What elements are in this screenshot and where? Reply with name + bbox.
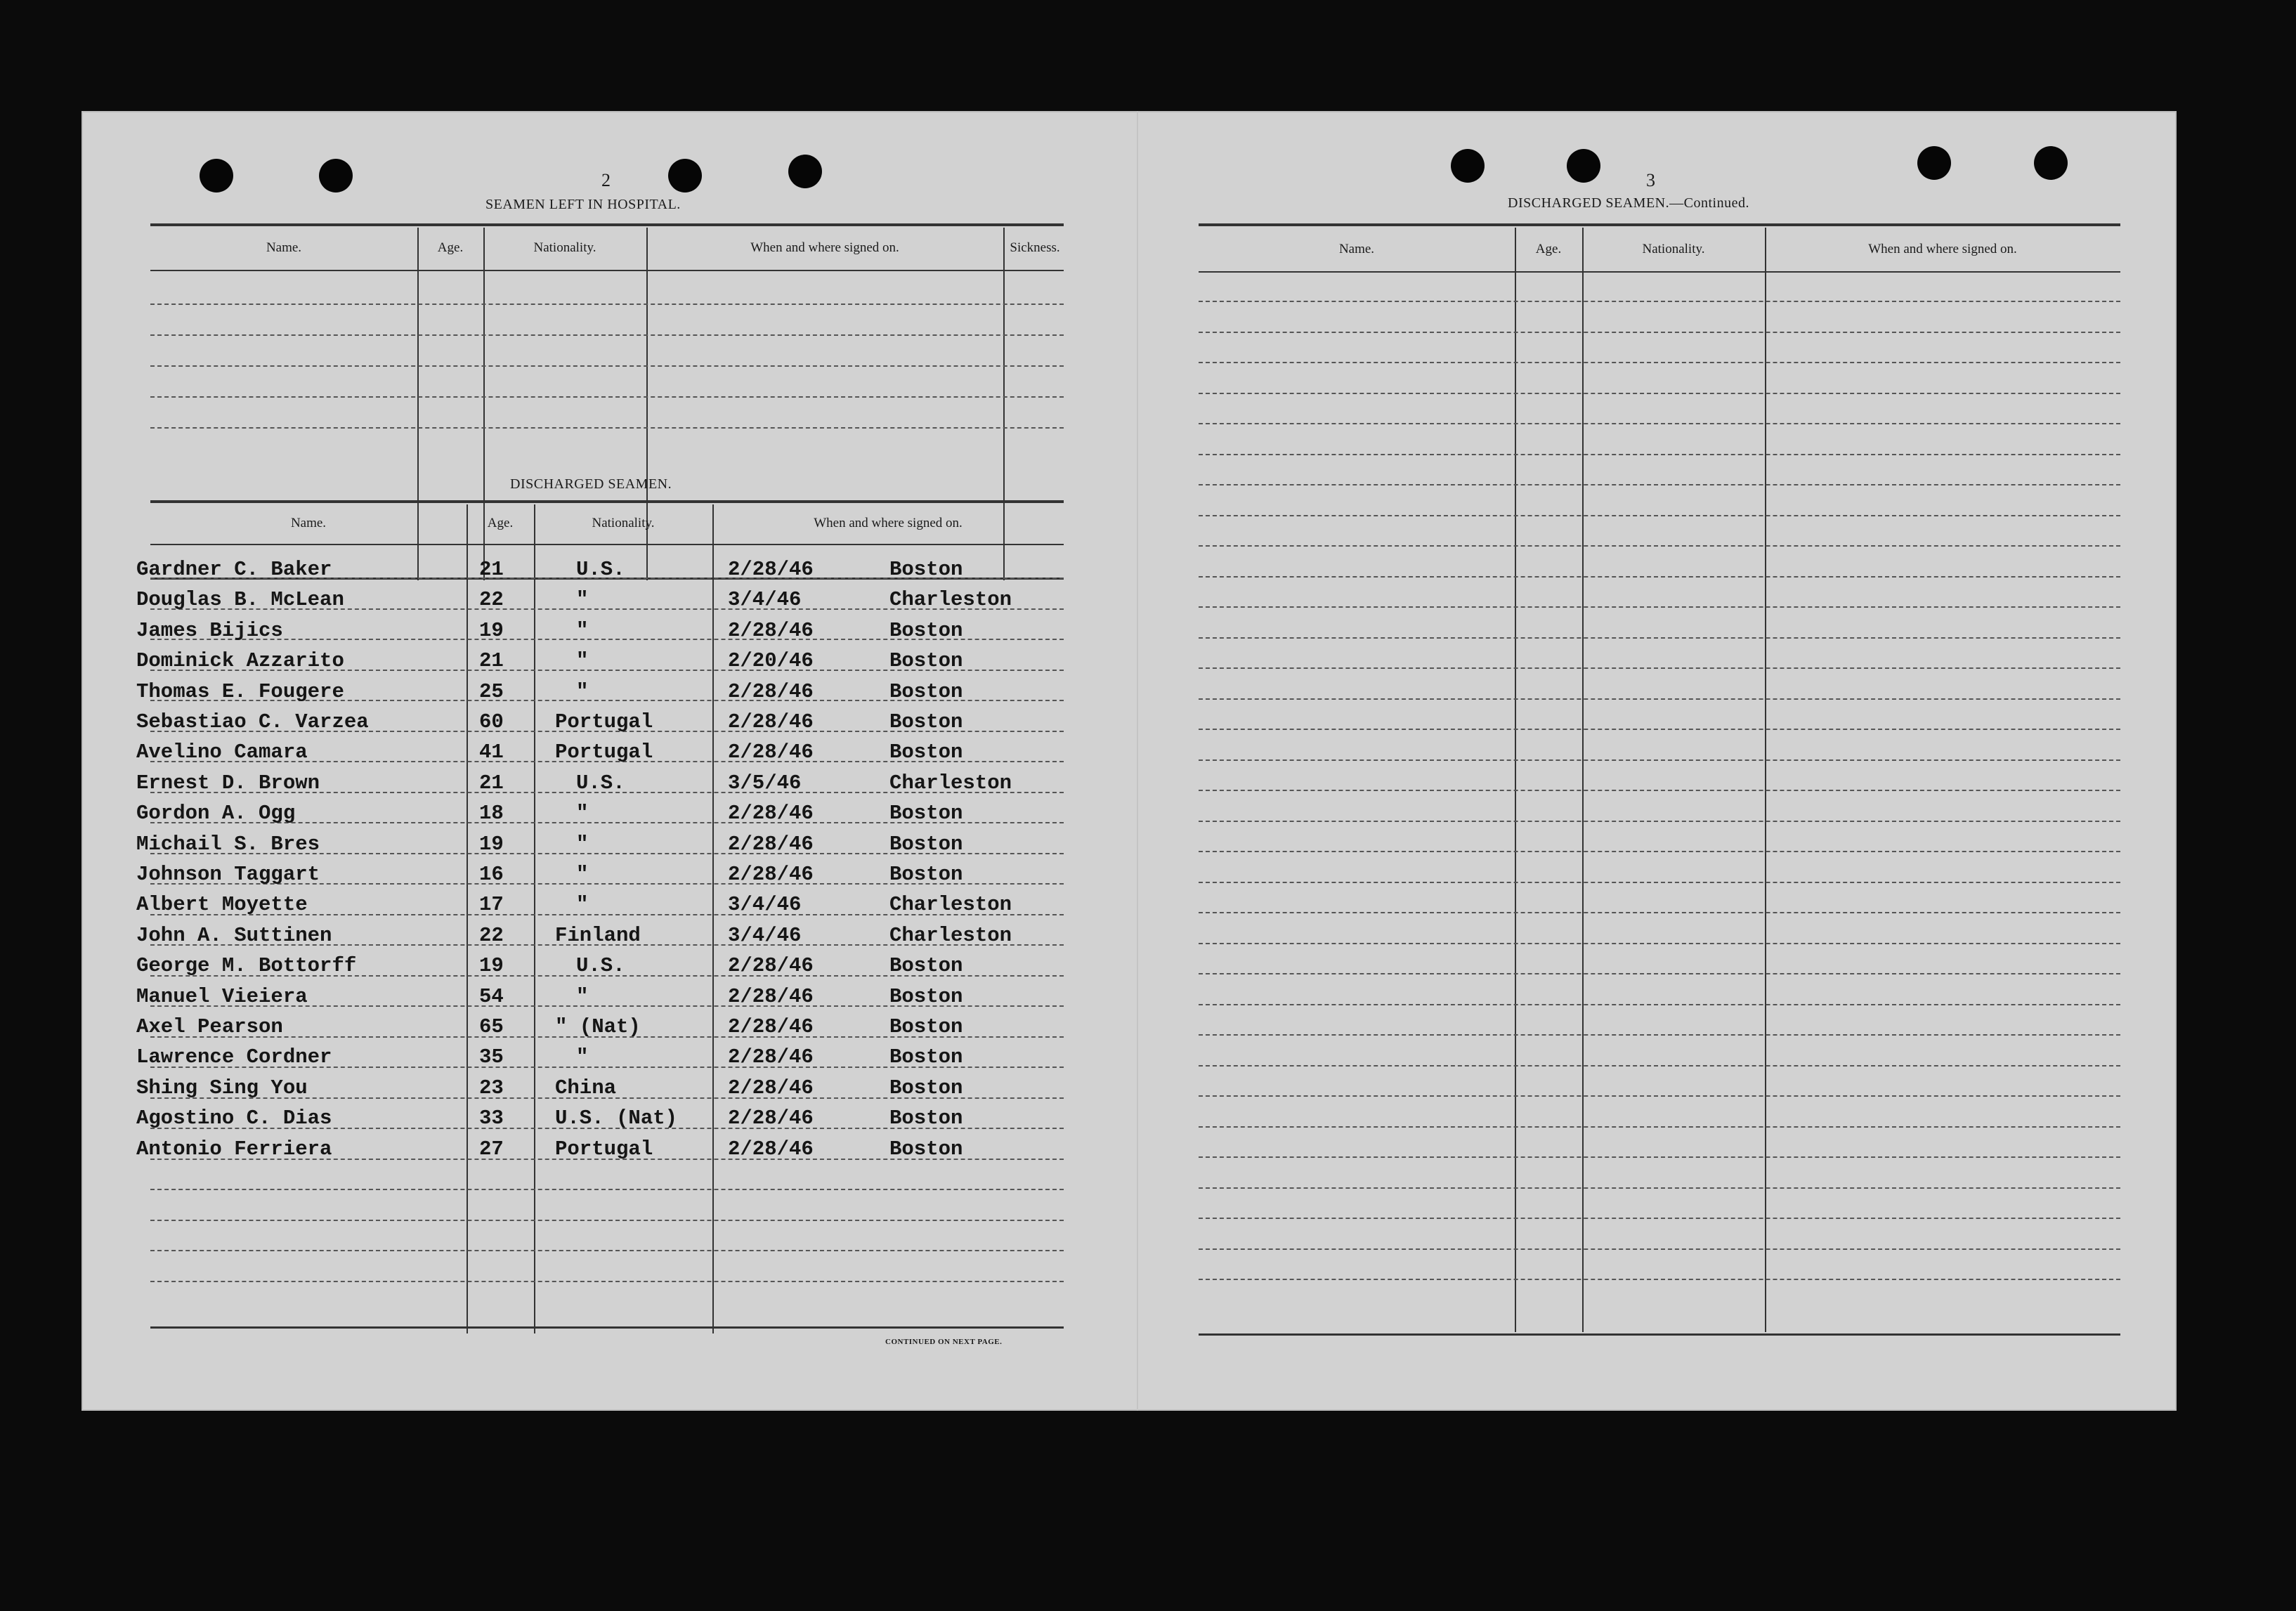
continued-note: CONTINUED ON NEXT PAGE.	[885, 1338, 1003, 1346]
ledger-sheet	[81, 111, 2177, 1411]
entry-nationality: Portugal	[555, 1137, 653, 1161]
entry-name: Michail S. Bres	[136, 832, 320, 856]
punch-hole	[1567, 149, 1600, 183]
entry-place: Boston	[889, 1045, 963, 1069]
entry-name: Johnson Taggart	[136, 863, 320, 886]
right-discharged-title: DISCHARGED SEAMEN.—Continued.	[1508, 195, 1749, 211]
entry-date: 2/28/46	[728, 984, 814, 1008]
hospital-header-nationality: Nationality.	[533, 240, 596, 255]
punch-hole	[200, 159, 233, 193]
entry-nationality: "	[576, 893, 589, 917]
entry-nationality: "	[576, 832, 589, 856]
entry-place: Boston	[889, 1076, 963, 1100]
entry-date: 2/28/46	[728, 1076, 814, 1100]
entry-nationality: "	[576, 618, 589, 642]
entry-name: Manuel Vieiera	[136, 984, 308, 1008]
entry-name: Avelino Camara	[136, 741, 308, 764]
entry-age: 35	[479, 1045, 504, 1069]
ruled-line	[150, 1281, 1064, 1282]
entry-age: 41	[479, 741, 504, 764]
entry-place: Boston	[889, 1137, 963, 1161]
ruled-line	[1199, 484, 2120, 485]
punch-hole	[2034, 146, 2068, 180]
entry-nationality: U.S.	[576, 558, 625, 581]
punch-hole	[668, 159, 702, 193]
ruled-line	[1199, 1156, 2120, 1158]
entry-place: Boston	[889, 618, 963, 642]
entry-nationality: "	[576, 802, 589, 826]
entry-nationality: U.S. (Nat)	[555, 1107, 678, 1130]
entry-date: 2/28/46	[728, 710, 814, 733]
ruled-line	[1199, 1065, 2120, 1067]
ruled-line	[1199, 423, 2120, 424]
entry-place: Boston	[889, 863, 963, 886]
entry-place: Boston	[889, 802, 963, 826]
entry-date: 3/4/46	[728, 893, 802, 917]
entry-date: 2/28/46	[728, 832, 814, 856]
entry-nationality: "	[576, 984, 589, 1008]
ruled-line	[1199, 1004, 2120, 1005]
entry-name: Albert Moyette	[136, 893, 308, 917]
ruled-line	[1199, 637, 2120, 639]
entry-name: Antonio Ferriera	[136, 1137, 332, 1161]
entry-name: Shing Sing You	[136, 1076, 308, 1100]
punch-hole	[1917, 146, 1951, 180]
ruled-line	[1199, 301, 2120, 302]
ruled-line	[150, 1189, 1064, 1190]
entry-age: 25	[479, 679, 504, 703]
ruled-line	[1199, 1034, 2120, 1036]
ruled-line	[150, 1250, 1064, 1251]
entry-name: Douglas B. McLean	[136, 588, 344, 612]
ruled-line	[1199, 1279, 2120, 1280]
ruled-line	[1199, 882, 2120, 883]
ruled-line	[1199, 667, 2120, 669]
entry-age: 54	[479, 984, 504, 1008]
entry-nationality: U.S.	[576, 954, 625, 978]
entry-age: 23	[479, 1076, 504, 1100]
entry-date: 2/28/46	[728, 863, 814, 886]
hospital-header-sickness: Sickness.	[1010, 240, 1060, 255]
ruled-line	[1199, 332, 2120, 333]
discharged-header-name: Name.	[290, 516, 327, 530]
entry-nationality: "	[576, 863, 589, 886]
entry-name: Gordon A. Ogg	[136, 802, 296, 826]
ruled-line	[1199, 576, 2120, 578]
entry-age: 21	[479, 558, 504, 581]
entry-date: 2/28/46	[728, 679, 814, 703]
entry-name: Thomas E. Fougere	[136, 679, 344, 703]
ruled-line	[1199, 821, 2120, 822]
ruled-line	[1199, 545, 2120, 547]
entry-date: 2/28/46	[728, 1015, 814, 1038]
ruled-line	[1199, 1095, 2120, 1097]
right-header-nationality: Nationality.	[1642, 242, 1705, 256]
hospital-title: SEAMEN LEFT IN HOSPITAL.	[485, 197, 681, 212]
ruled-line	[1199, 362, 2120, 363]
entry-nationality: "	[576, 588, 589, 612]
discharged-header-age: Age.	[487, 516, 514, 530]
entry-date: 2/28/46	[728, 1137, 814, 1161]
entry-date: 3/4/46	[728, 588, 802, 612]
entry-place: Charleston	[889, 588, 1012, 612]
punch-hole	[319, 159, 353, 193]
entry-age: 19	[479, 618, 504, 642]
entry-name: George M. Bottorff	[136, 954, 357, 978]
ruled-line	[1199, 1187, 2120, 1189]
ruled-line	[1199, 1248, 2120, 1250]
entry-place: Boston	[889, 679, 963, 703]
entry-date: 2/28/46	[728, 954, 814, 978]
hospital-header-signed-on: When and where signed on.	[750, 240, 899, 255]
entry-nationality: U.S.	[576, 771, 625, 795]
entry-age: 17	[479, 893, 504, 917]
entry-nationality: "	[576, 649, 589, 673]
entry-age: 19	[479, 954, 504, 978]
ruled-line	[1199, 790, 2120, 791]
entry-nationality: Portugal	[555, 741, 653, 764]
entry-place: Boston	[889, 984, 963, 1008]
hospital-header-age: Age.	[437, 240, 464, 255]
entry-place: Boston	[889, 1107, 963, 1130]
entry-date: 2/28/46	[728, 802, 814, 826]
ruled-line	[150, 1220, 1064, 1221]
ruled-line	[1199, 943, 2120, 944]
punch-hole	[1451, 149, 1485, 183]
entry-age: 22	[479, 923, 504, 947]
entry-age: 22	[479, 588, 504, 612]
entry-date: 2/28/46	[728, 1045, 814, 1069]
entry-date: 3/4/46	[728, 923, 802, 947]
entry-age: 19	[479, 832, 504, 856]
entry-nationality: China	[555, 1076, 617, 1100]
right-header-signed-on: When and where signed on.	[1868, 242, 2017, 256]
entry-name: Lawrence Cordner	[136, 1045, 332, 1069]
punch-hole	[788, 155, 822, 188]
entry-place: Boston	[889, 710, 963, 733]
ruled-line	[1199, 1126, 2120, 1128]
entry-name: John A. Suttinen	[136, 923, 332, 947]
discharged-header-signed-on: When and where signed on.	[814, 516, 963, 530]
entry-name: Gardner C. Baker	[136, 558, 332, 581]
entry-date: 2/28/46	[728, 618, 814, 642]
ruled-line	[1199, 973, 2120, 974]
ruled-line	[1199, 698, 2120, 700]
entry-nationality: "	[576, 679, 589, 703]
right-discharged-table	[1199, 223, 2120, 1341]
ruled-line	[1199, 912, 2120, 913]
page-fold	[1137, 111, 1138, 1411]
ruled-line	[1199, 393, 2120, 394]
entry-place: Charleston	[889, 893, 1012, 917]
entry-place: Boston	[889, 954, 963, 978]
entry-age: 60	[479, 710, 504, 733]
entry-age: 65	[479, 1015, 504, 1038]
entry-place: Boston	[889, 1015, 963, 1038]
entry-age: 21	[479, 771, 504, 795]
discharged-header-nationality: Nationality.	[592, 516, 655, 530]
entry-name: Agostino C. Dias	[136, 1107, 332, 1130]
entry-place: Charleston	[889, 923, 1012, 947]
entry-date: 2/28/46	[728, 741, 814, 764]
entry-place: Boston	[889, 649, 963, 673]
entry-place: Charleston	[889, 771, 1012, 795]
ruled-line	[1199, 851, 2120, 852]
entry-name: Dominick Azzarito	[136, 649, 344, 673]
right-header-name: Name.	[1338, 242, 1375, 256]
entry-name: Axel Pearson	[136, 1015, 283, 1038]
entry-nationality: "	[576, 1045, 589, 1069]
entry-place: Boston	[889, 832, 963, 856]
entry-name: Ernest D. Brown	[136, 771, 320, 795]
ruled-line	[1199, 606, 2120, 608]
right-header-age: Age.	[1535, 242, 1562, 256]
ruled-line	[1199, 454, 2120, 455]
page-number-right: 3	[1646, 170, 1655, 190]
entry-name: James Bijics	[136, 618, 283, 642]
entry-place: Boston	[889, 741, 963, 764]
entry-name: Sebastiao C. Varzea	[136, 710, 369, 733]
ruled-line	[1199, 729, 2120, 730]
entry-date: 2/28/46	[728, 1107, 814, 1130]
entry-place: Boston	[889, 558, 963, 581]
entry-age: 18	[479, 802, 504, 826]
entry-date: 2/28/46	[728, 558, 814, 581]
entry-age: 33	[479, 1107, 504, 1130]
entry-nationality: Portugal	[555, 710, 653, 733]
entry-nationality: " (Nat)	[555, 1015, 641, 1038]
entry-age: 27	[479, 1137, 504, 1161]
entry-age: 16	[479, 863, 504, 886]
ruled-line	[1199, 759, 2120, 761]
ruled-line	[1199, 515, 2120, 516]
discharged-title: DISCHARGED SEAMEN.	[510, 476, 672, 492]
ruled-line	[1199, 1218, 2120, 1219]
entry-age: 21	[479, 649, 504, 673]
entry-date: 3/5/46	[728, 771, 802, 795]
hospital-header-name: Name.	[266, 240, 302, 255]
page-number-left: 2	[601, 170, 611, 190]
entry-nationality: Finland	[555, 923, 641, 947]
entry-date: 2/20/46	[728, 649, 814, 673]
